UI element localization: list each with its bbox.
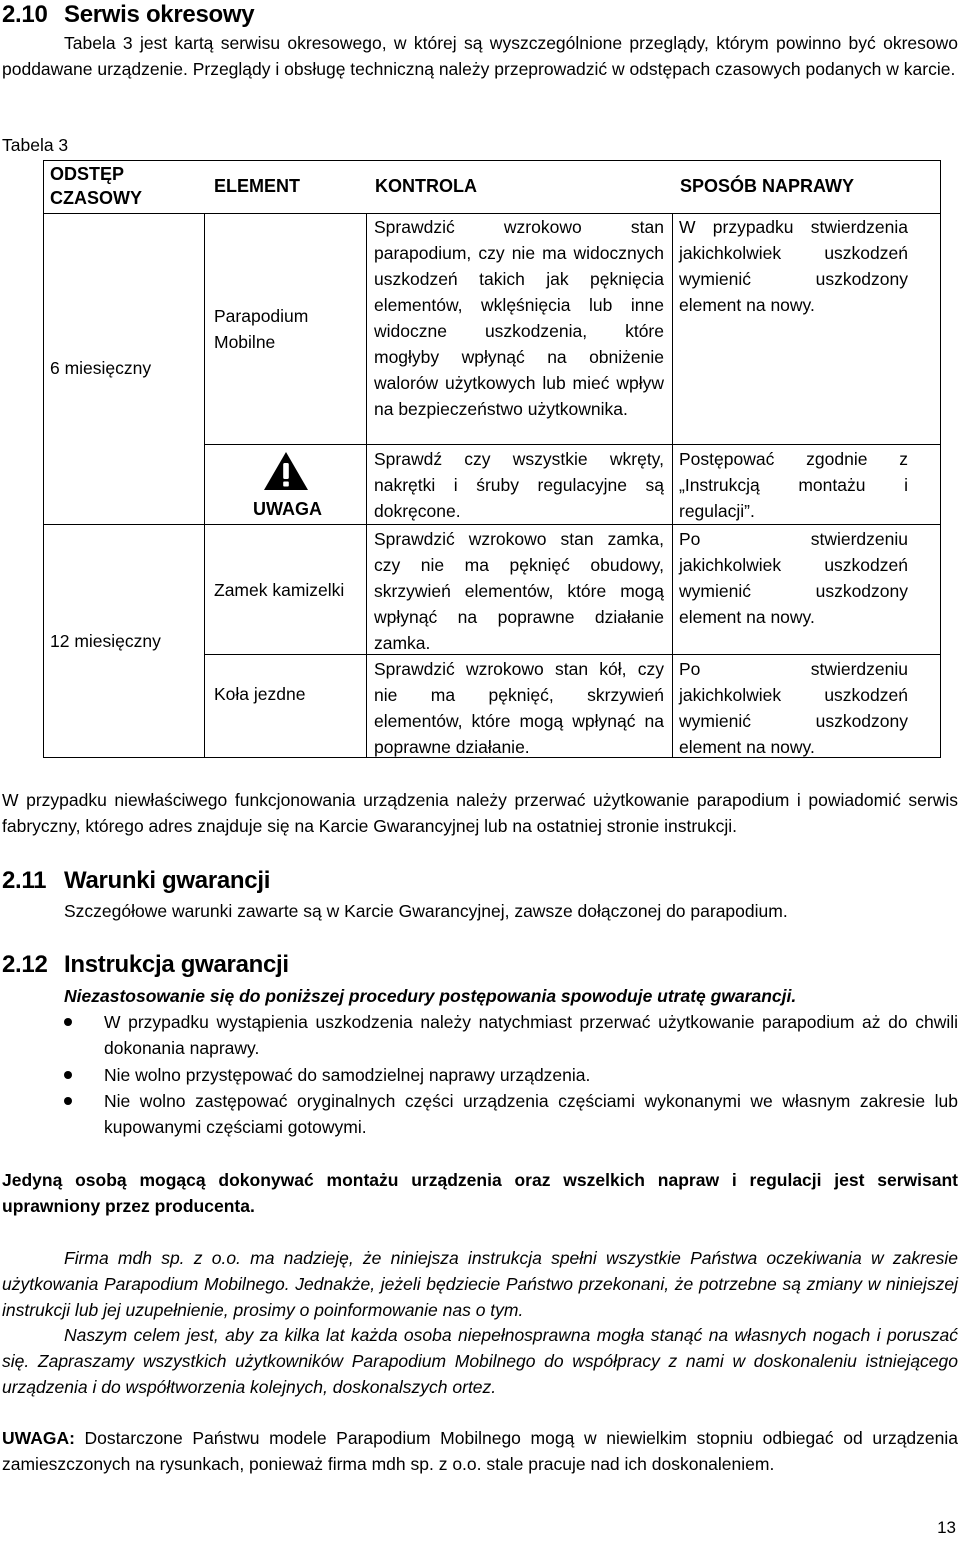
element-parapodium-line2: Mobilne (214, 332, 276, 352)
section-number: 2.12 (2, 951, 48, 978)
authorized-service-note: Jedyną osobą mogącą dokonywać montażu urządzenia oraz wszelkich napraw i regulacji jest serwisant uprawniony przez producenta. (2, 1170, 958, 1216)
element-parapodium (214, 303, 362, 355)
header-repair: SPOSÓB NAPRAWY (680, 176, 855, 196)
section-number: 2.10 (2, 1, 48, 28)
header-check: KONTROLA (375, 176, 477, 196)
closing-paragraph-1: Firma mdh sp. z o.o. ma nadzieję, że niniejsza instrukcja spełni wszystkie Państwa oczekiwania w zakresie użytkowania Parapodium Mobilnego. Jednakże, jeżeli będziecie Państwo przekonani, że potrzebne są zmiany w niniejszej instrukcji lub jej uzupełnienie, prosimy o poinformowanie nas o tym. (2, 1248, 958, 1320)
header-element: ELEMENT (214, 176, 301, 196)
repair-screws: Postępować zgodnie z „Instrukcją montażu i regulacji”. (679, 449, 908, 521)
bullet-icon (64, 1097, 72, 1105)
service-table (43, 160, 941, 758)
list-item-text: Nie wolno przystępować do samodzielnej naprawy urządzenia. (104, 1065, 591, 1085)
bullet-icon (64, 1071, 72, 1079)
col-sep-1 (204, 213, 205, 758)
bullet-icon (64, 1018, 72, 1026)
warranty-warning: Niezastosowanie się do poniższej procedury postępowania spowoduje utratę gwarancji. (64, 986, 797, 1006)
section-title: Serwis okresowy (64, 1, 255, 28)
section-2-10-heading (2, 0, 602, 30)
check-screws: Sprawdź czy wszystkie wkręty, nakrętki i śruby regulacyjne są dokręcone. (374, 449, 664, 521)
check-vest-lock: Sprawdzić wzrokowo stan zamka, czy nie ma pęknięć obudowy, skrzywień elementów, które mogą wpłynąć na poprawne działanie zamka. (374, 529, 664, 653)
header-interval-line1: ODSTĘP (50, 164, 125, 184)
section-2-12-heading (2, 950, 602, 980)
closing-paragraph-2: Naszym celem jest, aby za kilka lat każda osoba niepełnosprawna mogła stanąć na własnych nogach i poruszać się. Zapraszamy wszystkich użytkowników Parapodium Mobilnego do współpracy z nami w doskonaleniu istniejącego urządzenia i do współtworzenia kolejnych, doskonalszych ortez. (2, 1325, 958, 1397)
final-note-label: UWAGA: (2, 1428, 75, 1448)
element-warning-label: UWAGA (253, 499, 322, 519)
element-wheels: Koła jezdne (214, 684, 306, 704)
malfunction-note: W przypadku niewłaściwego funkcjonowania urządzenia należy przerwać użytkowanie parapodium i powiadomić serwis fabryczny, którego adres znajduje się na Karcie Gwarancyjnej lub na ostatniej stronie instrukcji. (2, 790, 958, 836)
warning-triangle-icon (262, 450, 312, 492)
header-interval-line2: CZASOWY (50, 188, 142, 208)
table-border-right (940, 160, 941, 758)
list-item-text: W przypadku wystąpienia uszkodzenia należy natychmiast przerwać użytkowanie parapodium aż do chwili dokonania naprawy. (104, 1012, 958, 1058)
section-2-10-intro: Tabela 3 jest kartą serwisu okresowego, w której są wyszczególnione przeglądy, którym powinno być okresowo poddawane urządzenie. Przeglądy i obsługę techniczną należy przeprowadzić w odstępach czasowych podanych w karcie. (2, 33, 958, 79)
row-sep-1 (204, 444, 941, 445)
page-number: 13 (937, 1518, 956, 1537)
col-sep-3 (672, 213, 673, 758)
check-wheels: Sprawdzić wzrokowo stan kół, czy nie ma pęknięć, skrzywień elementów, które mogą wpłynąć na poprawne działanie. (374, 659, 664, 757)
check-parapodium: Sprawdzić wzrokowo stan parapodium, czy nie ma widocznych uszkodzeń takich jak pęknięcia elementów, wklęśnięcia lub inne widoczne uszkodzenia, które mogłyby wpłynąć na obniżenie walorów użytkowych lub mieć wpływ na bezpieczeństwo użytkownika. (374, 217, 664, 419)
element-vest-lock: Zamek kamizelki (214, 580, 345, 600)
element-parapodium-line1: Parapodium (214, 306, 309, 326)
final-note (2, 1425, 958, 1477)
table-caption: Tabela 3 (2, 135, 69, 155)
col-sep-2 (366, 213, 367, 758)
section-title: Instrukcja gwarancji (64, 951, 289, 978)
header-interval (50, 162, 200, 210)
section-2-11-text: Szczegółowe warunki zawarte są w Karcie Gwarancyjnej, zawsze dołączonej do parapodium. (64, 901, 788, 921)
repair-vest-lock: Po stwierdzeniu jakichkolwiek uszkodzeń wymienić uszkodzony element na nowy. (679, 529, 908, 627)
interval-12-months: 12 miesięczny (50, 631, 161, 651)
section-title: Warunki gwarancji (64, 867, 271, 894)
section-2-11-heading (2, 866, 602, 896)
table-border-left (43, 160, 44, 758)
row-sep-2 (43, 524, 941, 525)
section-number: 2.11 (2, 867, 47, 894)
final-note-text: Dostarczone Państwu modele Parapodium Mobilnego mogą w niewielkim stopniu odbiegać od urządzenia zamieszczonych na rysunkach, ponieważ firma mdh sp. z o.o. stale pracuje nad ich doskonaleniem. (2, 1428, 958, 1474)
interval-6-months: 6 miesięczny (50, 358, 152, 378)
repair-wheels: Po stwierdzeniu jakichkolwiek uszkodzeń wymienić uszkodzony element na nowy. (679, 659, 908, 757)
repair-parapodium: W przypadku stwierdzenia jakichkolwiek uszkodzeń wymienić uszkodzony element na nowy. (679, 217, 908, 315)
table-border-top (43, 160, 941, 161)
list-item-text: Nie wolno zastępować oryginalnych części urządzenia częściami wykonanymi we własnym zakresie lub kupowanymi częściami gotowymi. (104, 1091, 958, 1137)
